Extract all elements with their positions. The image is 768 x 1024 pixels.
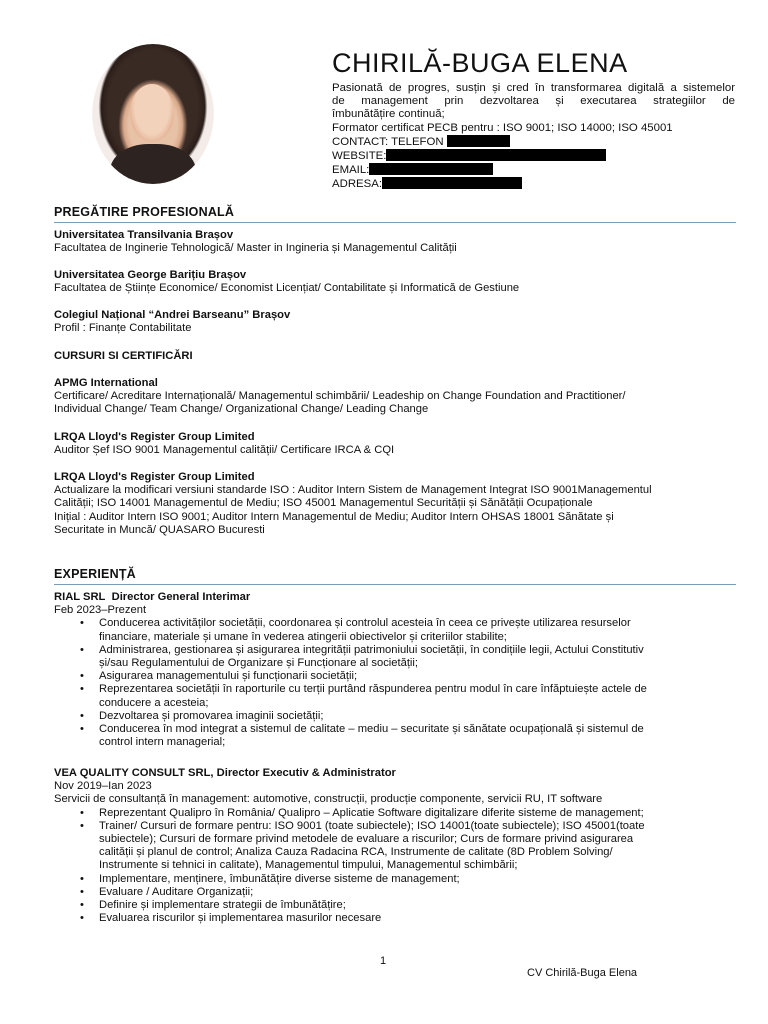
bullet-item: • Reprezentant Qualipro în România/ Qualipro – Aplicatie Software digitalizare diferite sisteme de management;: [54, 807, 744, 820]
intro-block: [332, 82, 735, 192]
course-title: LRQA Lloyd's Register Group Limited: [54, 471, 255, 483]
photo-shoulders: [110, 144, 196, 184]
bullet-item: • Administrarea, gestionarea și asigurarea integrității patrimoniului societății, în condițiile legii, Actului Constitutiv și/sau Regulamentului de Organizare și Funcționare al societății;: [54, 644, 744, 670]
job-heading: [54, 591, 744, 604]
website-row: [332, 149, 735, 163]
address-label: ADRESA:: [332, 178, 383, 191]
course-line: Inițial : Auditor Intern ISO 9001; Auditor Intern Managementul de Mediu; Auditor Intern OHSAS 18001 Sănătate și: [54, 510, 614, 523]
bullet-item: • Evaluarea riscurilor și implementarea masurilor necesare: [54, 912, 744, 925]
education-item: [54, 309, 744, 335]
bullet-item: • Conducerea în mod integrat a sistemul de calitate – mediu – securitate și sănătate ocupațională și sistemul de control intern managerial;: [54, 723, 744, 749]
job-item: [54, 767, 744, 925]
job-intro: Servicii de consultanță în management: automotive, construcții, producție componente, servicii RU, IT software: [54, 793, 603, 806]
job-period: Nov 2019–Ian 2023: [54, 780, 152, 793]
bullet-item: • Conducerea activităților societății, coordonarea și controlul acesteia în ceea ce privește utilizarea resurselor financiare, materiale și umane în vederea atingerii obiectivelor și criteriilor stabilite;: [54, 617, 744, 643]
course-item: [54, 431, 744, 457]
contact-phone-label: CONTACT: TELEFON: [332, 135, 444, 148]
page-number: 1: [380, 955, 387, 967]
section-divider: [54, 584, 736, 585]
bullet-item: • Evaluare / Auditare Organizații;: [54, 886, 744, 899]
course-line: Individual Change/ Team Change/ Organizational Change/ Leading Change: [54, 403, 429, 416]
education-item: [54, 269, 744, 295]
course-title: APMG International: [54, 377, 158, 389]
education-title: Colegiul Național “Andrei Barseanu” Brașov: [54, 309, 291, 321]
bullet-item: • Definire și implementare strategii de îmbunătățire;: [54, 899, 744, 912]
cv-name: CHIRILĂ-BUGA ELENA: [332, 48, 628, 78]
course-line: Certificare/ Acreditare Internațională/ Managementul schimbării/ Leadeship on Change Foundation and Practitioner/: [54, 390, 626, 403]
bullet-item: • Asigurarea managementului și funcționarii societății;: [54, 670, 744, 683]
course-line: Securitate in Muncă/ QUASARO Bucuresti: [54, 523, 265, 536]
job-bullets: [54, 617, 744, 749]
profile-photo: [92, 44, 214, 184]
job-heading: [54, 767, 744, 780]
email-label: EMAIL:: [332, 164, 370, 177]
footer-cv-name: CV Chirilă-Buga Elena: [527, 967, 638, 979]
email-row: [332, 163, 735, 177]
intro-line: de management prin dezvoltarea și executarea strategiilor de: [332, 95, 735, 108]
photo-face: [130, 84, 174, 142]
address-row: [332, 177, 735, 191]
section-title-pregatire: PREGĂTIRE PROFESIONALĂ: [54, 205, 235, 219]
bullet-item: • Implementare, menținere, îmbunătățire diverse sisteme de management;: [54, 873, 744, 886]
education-title: Universitatea George Barițiu Brașov: [54, 269, 247, 281]
education-detail: Facultatea de Inginerie Tehnologică/ Master in Ingineria și Managementul Calității: [54, 242, 457, 255]
job-item: [54, 591, 744, 749]
intro-line: Formator certificat PECB pentru : ISO 9001; ISO 14000; ISO 45001: [332, 121, 673, 134]
job-role: Director General Interimar: [111, 591, 251, 603]
intro-line: Pasionată de progres, susțin și cred în transformarea digitală a sistemelor: [332, 82, 735, 94]
bullet-item: • Dezvoltarea și promovarea imaginii societății;: [54, 710, 744, 723]
course-line: Actualizare la modificari versiuni standarde ISO : Auditor Intern Sistem de Management Integrat ISO 9001Managementul: [54, 484, 652, 497]
education-detail: Profil : Finanțe Contabilitate: [54, 322, 192, 335]
intro-line: îmbunătățire continuă;: [332, 108, 445, 121]
education-detail: Facultatea de Științe Economice/ Economist Licențiat/ Contabilitate și Informatică de Gestiune: [54, 282, 520, 295]
course-line: Auditor Șef ISO 9001 Managementul calității/ Certificare IRCA & CQI: [54, 444, 395, 457]
redaction-bar: [382, 177, 522, 189]
job-bullets: [54, 807, 744, 926]
course-line: Calității; ISO 14001 Managementul de Mediu; ISO 45001 Managementul Securității și Sănătății Ocupaționale: [54, 497, 593, 510]
redaction-bar: [386, 149, 606, 161]
bullet-item: • Trainer/ Cursuri de formare pentru: ISO 9001 (toate subiectele); ISO 14001(toate subiectele); ISO 45001(toate subiectele); Cursuri de formare privind metodele de evaluare a riscurilor; Curs de formare privind asigurarea calității și planul de control; Analiza Cauza Radacina RCA, Instrumente de calitate (8D Problem Solving/ Instrumente si tehnici in calitate), Managementul timpului, Managementul schimbării;: [54, 820, 744, 873]
course-item: [54, 377, 744, 417]
website-label: WEBSITE:: [332, 150, 387, 163]
contact-phone-row: [332, 135, 735, 149]
redaction-bar: [447, 135, 510, 147]
education-item: [54, 229, 744, 255]
bullet-item: • Reprezentarea societății în raporturile cu terții purtând răspunderea pentru modul în care înfăptuiește actele de conducere a acesteia;: [54, 683, 744, 709]
section-divider: [54, 222, 736, 223]
job-role: Director Executiv & Administrator: [216, 767, 396, 779]
course-item: [54, 471, 744, 537]
job-period: Feb 2023–Prezent: [54, 604, 147, 617]
course-title: LRQA Lloyd's Register Group Limited: [54, 431, 255, 443]
job-company: VEA QUALITY CONSULT SRL,: [54, 767, 214, 779]
redaction-bar: [369, 163, 493, 175]
courses-title: CURSURI SI CERTIFICĂRI: [54, 350, 193, 362]
education-title: Universitatea Transilvania Brașov: [54, 229, 234, 241]
job-company: RIAL SRL: [54, 591, 106, 603]
section-title-experienta: EXPERIENȚĂ: [54, 567, 136, 581]
